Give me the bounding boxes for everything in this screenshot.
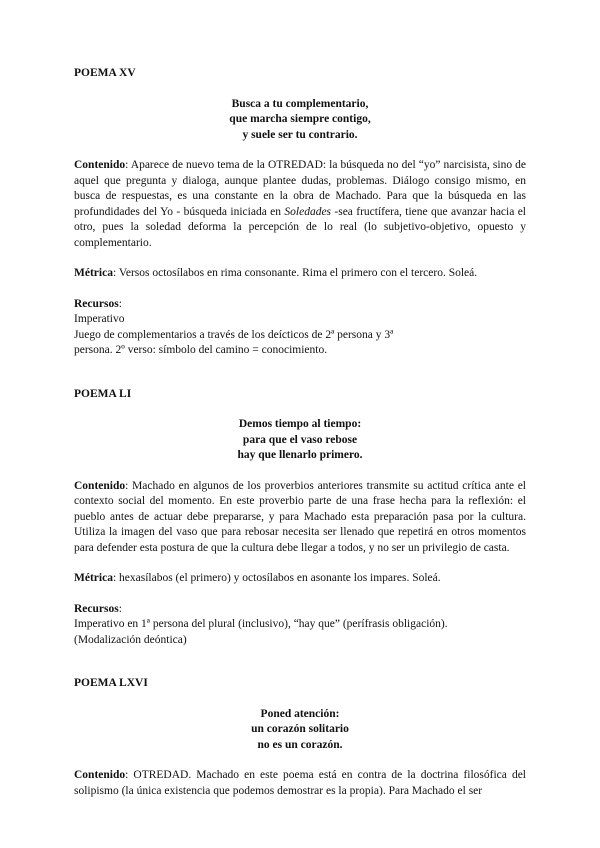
- recursos-label: Recursos: [74, 602, 119, 615]
- recursos-heading: Recursos:: [74, 297, 122, 310]
- recursos-line: persona. 2º verso: símbolo del camino = conocimiento.: [74, 344, 328, 356]
- metrica-paragraph: [74, 571, 526, 587]
- contenido-paragraph: [74, 158, 526, 251]
- contenido-text: : OTREDAD. Machado en este poema está en contra de la doctrina filosófica del solipismo (la única existencia que podemos demostrar es la propia). Para Machado el ser: [74, 769, 526, 797]
- recursos-heading: Recursos:: [74, 602, 122, 615]
- contenido-italic: Soledades: [284, 205, 332, 218]
- poem-title: POEMA LI: [74, 387, 132, 400]
- recursos-line: (Modalización deóntica): [74, 633, 187, 646]
- poem-verse: [74, 707, 526, 754]
- metrica-text: : hexasílabos (el primero) y octosílabos en asonante los impares. Soleá.: [112, 572, 441, 584]
- contenido-label: Contenido: [74, 479, 126, 492]
- poem-title: POEMA LXVI: [74, 677, 148, 689]
- recursos-line: Imperativo: [74, 313, 125, 325]
- contenido-text: : Aparece de nuevo tema de la OTREDAD: la búsqueda no del “yo” narcisista, sino de aquel que pregunta y dialoga, aunque plantee dudas, problemas. Diálogo consigo mismo, en busca de respuestas, es una constante en la obra de Machado. Para que la búsqueda en las profundidades del Yo - búsqueda iniciada en: [74, 159, 526, 218]
- metrica-text: : Versos octosílabos en rima consonante. Rima el primero con el tercero. Soleá.: [112, 267, 478, 279]
- contenido-paragraph: [74, 768, 526, 799]
- verse-line: Poned atención:: [260, 707, 340, 720]
- contenido-text: -sea fructífera, tiene que avanzar hacia el otro, pues la soledad deforma la percepción de lo real (lo subjetivo-objetivo, opuesto y complementario.: [74, 205, 526, 249]
- recursos-label: Recursos: [74, 297, 119, 310]
- verse-line: un corazón solitario: [251, 723, 349, 735]
- contenido-label: Contenido: [74, 769, 126, 781]
- verse-line: y suele ser tu contrario.: [242, 128, 358, 141]
- recursos-line: Juego de complementarios a través de los deícticos de 2ª persona y 3ª: [74, 328, 394, 341]
- verse-line: no es un corazón.: [257, 738, 343, 751]
- contenido-paragraph: [74, 479, 526, 557]
- contenido-label: Contenido: [74, 159, 126, 171]
- metrica-label: Métrica: [74, 572, 113, 584]
- verse-line: Busca a tu complementario,: [231, 97, 369, 110]
- metrica-paragraph: [74, 266, 526, 282]
- verse-line: que marcha siempre contigo,: [229, 113, 371, 125]
- recursos-line: Imperativo en 1ª persona del plural (inclusivo), “hay que” (perífrasis obligación).: [74, 618, 448, 630]
- poem-verse: [74, 97, 526, 144]
- contenido-text: : Machado en algunos de los proverbios anteriores transmite su actitud crítica ante el contexto social del momento. En este proverbio parte de una frase hecha para la reflexión: el pueblo antes de actuar debe prepararse, y para Machado esta preparación pasa por la cultura. Utiliza la imagen del vaso que para rebosar necesita ser llenado que repetirá en otros momentos para defender esta postura de que la cultura debe llegar a todos, y no ser un privilegio de casta.: [74, 479, 526, 554]
- verse-line: para que el vaso rebose: [242, 433, 358, 446]
- metrica-label: Métrica: [74, 267, 113, 279]
- document-page: [74, 66, 526, 799]
- poem-verse: [74, 417, 526, 464]
- verse-line: hay que llenarlo primero.: [237, 449, 363, 461]
- poem-title: POEMA XV: [74, 67, 136, 79]
- verse-line: Demos tiempo al tiempo:: [238, 418, 362, 430]
